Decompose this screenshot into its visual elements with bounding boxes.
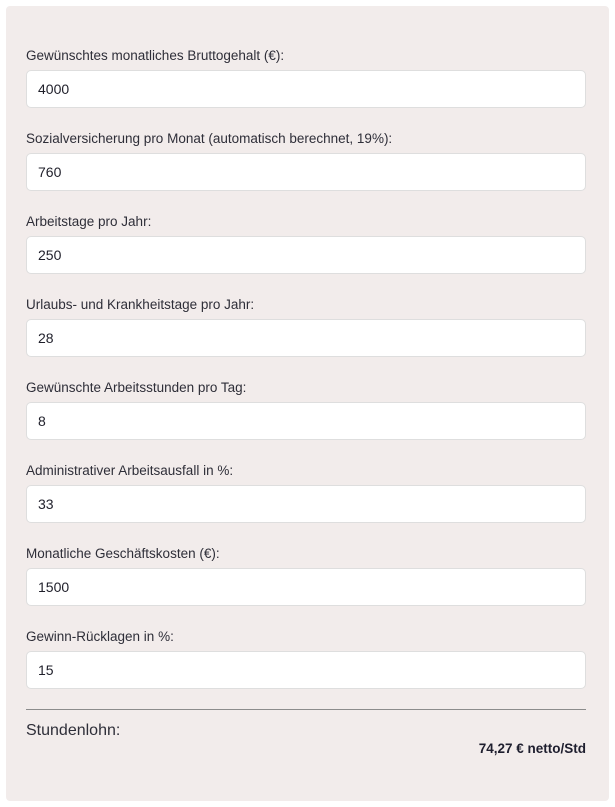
vacation-sick-days-input[interactable]: [26, 319, 586, 357]
field-label: Arbeitstage pro Jahr:: [26, 214, 152, 229]
field-label: Gewünschte Arbeitsstunden pro Tag:: [26, 380, 247, 395]
field-vacation-sick-days: [26, 295, 586, 315]
hours-per-day-input[interactable]: [26, 402, 586, 440]
calculator-card: [6, 6, 609, 801]
hourly-rate-label: Stundenlohn:: [26, 722, 121, 739]
field-gross-salary: [26, 46, 586, 66]
gross-salary-input[interactable]: [26, 70, 586, 108]
field-hours-per-day: [26, 378, 586, 398]
field-working-days: [26, 212, 586, 232]
field-social-insurance: [26, 129, 586, 149]
admin-loss-input[interactable]: [26, 485, 586, 523]
result-divider: [26, 709, 586, 710]
field-label: Gewinn-Rücklagen in %:: [26, 629, 174, 644]
profit-reserves-input[interactable]: [26, 651, 586, 689]
field-label: Sozialversicherung pro Monat (automatisch berechnet, 19%):: [26, 131, 393, 146]
business-costs-input[interactable]: [26, 568, 586, 606]
social-insurance-input[interactable]: [26, 153, 586, 191]
field-profit-reserves: [26, 627, 586, 647]
field-admin-loss: [26, 461, 586, 481]
field-label: Monatliche Geschäftskosten (€):: [26, 546, 220, 561]
field-label: Administrativer Arbeitsausfall in %:: [26, 463, 234, 478]
working-days-input[interactable]: [26, 236, 586, 274]
field-business-costs: [26, 544, 586, 564]
field-label: Urlaubs- und Krankheitstage pro Jahr:: [26, 297, 255, 312]
field-label: Gewünschtes monatliches Bruttogehalt (€):: [26, 48, 285, 63]
hourly-rate-value: 74,27 € netto/Std: [478, 741, 586, 756]
